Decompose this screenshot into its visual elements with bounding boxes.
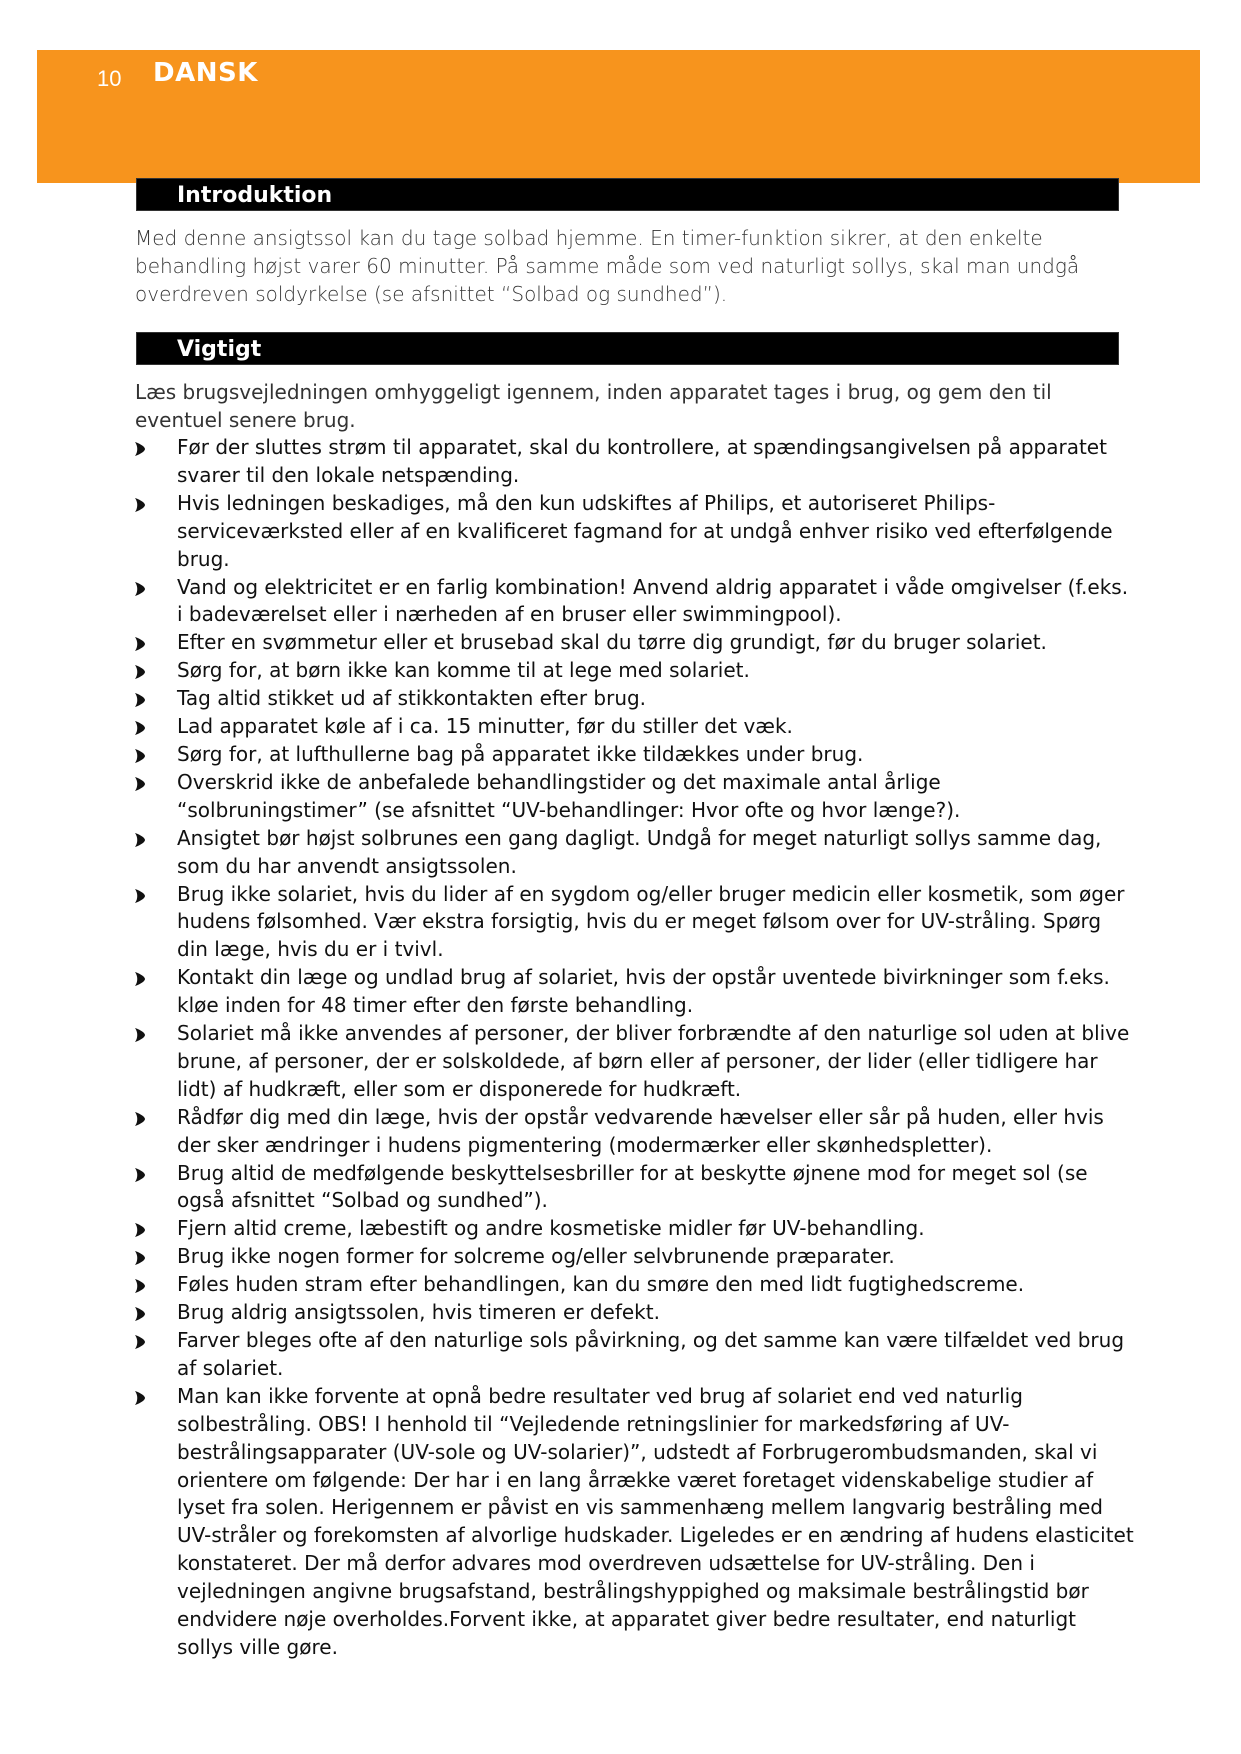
important-lead-paragraph: Læs brugsvejledningen omhyggeligt igennem, inden apparatet tages i brug, og gem den til eventuel senere brug.	[135, 380, 1052, 432]
bullet-text: Farver bleges ofte af den naturlige sols påvirkning, og det samme kan være tilfældet ved brug af solariet.	[177, 1328, 1125, 1380]
bullet-text: Ansigtet bør højst solbrunes een gang dagligt. Undgå for meget naturligt sollys samme dag, som du har anvendt ansigtssolen.	[177, 825, 1102, 878]
bullet-item	[135, 490, 1135, 574]
bullet-icon	[135, 1391, 145, 1405]
bullet-icon	[135, 498, 145, 512]
section-heading-introduktion: Introduktion	[136, 178, 1119, 211]
bullet-icon	[135, 1307, 145, 1321]
bullet-text: Brug aldrig ansigtssolen, hvis timeren er defekt.	[177, 1300, 660, 1325]
bullet-item	[135, 1160, 1135, 1216]
bullet-item	[135, 741, 1135, 769]
bullet-icon	[135, 582, 145, 596]
language-title: DANSK	[153, 58, 258, 88]
bullet-item	[135, 685, 1135, 713]
page-number: 10	[97, 66, 122, 91]
important-bullet-list	[135, 434, 1135, 1662]
bullet-text: Man kan ikke forvente at opnå bedre resultater ved brug af solariet end ved naturlig solbestråling. OBS! I henhold til “Vejledende retningslinier for markedsføring af UV-bestrålingsapparater (UV-sole og UV-solarier)”, udstedt af Forbrugerombudsmanden, skal vi orientere om følgende: Der har i en lang årrække været foretaget videnskabelige studier af lyset fra solen. Herigennem er påvist en vis sammenhæng mellem langvarig bestråling med UV-stråler og forekomsten af alvorlige hudskader. Ligeledes er en ændring af hudens elasticitet konstateret. Der må derfor advares mod overdreven udsættelse for UV-stråling. Den i vejledningen angivne brugsafstand, bestrålingshyppighed og maksimale bestrålingstid bør endvidere nøje overholdes.Forvent ikke, at apparatet giver bedre resultater, end naturligt sollys ville gøre.	[177, 1383, 1134, 1659]
bullet-icon	[135, 749, 145, 763]
bullet-item	[135, 964, 1135, 1020]
bullet-item	[135, 1299, 1135, 1327]
bullet-text: Kontakt din læge og undlad brug af solariet, hvis der opstår uventede bivirkninger som f.eks. kløe inden for 48 timer efter den første behandling.	[177, 965, 1110, 1018]
bullet-icon	[135, 442, 145, 456]
bullet-item	[135, 769, 1135, 825]
bullet-item	[135, 1327, 1135, 1383]
bullet-icon	[135, 889, 145, 903]
bullet-text: Lad apparatet køle af i ca. 15 minutter, før du stiller det væk.	[177, 714, 793, 739]
intro-paragraph: Med denne ansigtssol kan du tage solbad hjemme. En timer-funktion sikrer, at den enkelte behandling højst varer 60 minutter. På samme måde som ved naturligt sollys, skal man undgå overdreven soldyrkelse (se afsnittet “Solbad og sundhed”).	[135, 226, 1080, 306]
bullet-item	[135, 881, 1135, 965]
bullet-item	[135, 713, 1135, 741]
bullet-item	[135, 574, 1135, 630]
bullet-item	[135, 1020, 1135, 1104]
bullet-text: Sørg for, at børn ikke kan komme til at lege med solariet.	[177, 658, 750, 683]
bullet-text: Efter en svømmetur eller et brusebad skal du tørre dig grundigt, før du bruger solariet.	[177, 630, 1047, 655]
bullet-icon	[135, 972, 145, 986]
bullet-icon	[135, 1335, 145, 1349]
bullet-icon	[135, 665, 145, 679]
bullet-text: Brug ikke solariet, hvis du lider af en sygdom og/eller bruger medicin eller kosmetik, som øger hudens følsomhed. Vær ekstra forsigtig, hvis du er meget følsom over for UV-stråling. Spørg din læge, hvis du er i tvivl.	[177, 881, 1125, 962]
bullet-icon	[135, 693, 145, 707]
bullet-text: Brug ikke nogen former for solcreme og/eller selvbrunende præparater.	[177, 1244, 895, 1269]
bullet-icon	[135, 1168, 145, 1182]
bullet-text: Fjern altid creme, læbestift og andre kosmetiske midler før UV-behandling.	[177, 1216, 925, 1241]
bullet-icon	[135, 1251, 145, 1265]
bullet-item	[135, 434, 1135, 490]
bullet-text: Vand og elektricitet er en farlig kombination! Anvend aldrig apparatet i våde omgivelser (f.eks. i badeværelset eller i nærheden af en bruser eller swimmingpool).	[177, 574, 1129, 627]
bullet-icon	[135, 1223, 145, 1237]
bullet-text: Føles huden stram efter behandlingen, kan du smøre den med lidt fugtighedscreme.	[177, 1272, 1025, 1297]
bullet-item	[135, 1215, 1135, 1243]
bullet-item	[135, 825, 1135, 881]
bullet-text: Hvis ledningen beskadiges, må den kun udskiftes af Philips, et autoriseret Philips-serviceværksted eller af en kvalificeret fagmand for at undgå enhver risiko ved efterfølgende brug.	[177, 490, 1113, 571]
bullet-item	[135, 1104, 1135, 1160]
bullet-text: Solariet må ikke anvendes af personer, der bliver forbrændte af den naturlige sol uden at blive brune, af personer, der er solskoldede, af børn eller af personer, der lider (eller tidligere har lidt) af hudkræft, eller som er disponerede for hudkræft.	[177, 1021, 1130, 1101]
bullet-item	[135, 1271, 1135, 1299]
section-heading-vigtigt: Vigtigt	[136, 332, 1119, 365]
bullet-text: Før der sluttes strøm til apparatet, skal du kontrollere, at spændingsangivelsen på apparatet svarer til den lokale netspænding.	[177, 435, 1107, 487]
bullet-text: Rådfør dig med din læge, hvis der opstår vedvarende hævelser eller sår på huden, eller hvis der sker ændringer i hudens pigmentering (modermærker eller skønhedspletter).	[177, 1104, 1104, 1157]
bullet-item	[135, 1383, 1135, 1662]
bullet-icon	[135, 721, 145, 735]
bullet-icon	[135, 833, 145, 847]
bullet-text: Overskrid ikke de anbefalede behandlingstider og det maximale antal årlige “solbruningstimer” (se afsnittet “UV-behandlinger: Hvor ofte og hvor længe?).	[177, 769, 961, 822]
bullet-item	[135, 629, 1135, 657]
bullet-icon	[135, 637, 145, 651]
bullet-text: Sørg for, at lufthullerne bag på apparatet ikke tildækkes under brug.	[177, 741, 864, 766]
bullet-icon	[135, 1279, 145, 1293]
bullet-item	[135, 1243, 1135, 1271]
bullet-text: Brug altid de medfølgende beskyttelsesbriller for at beskytte øjnene mod for meget sol (se også afsnittet “Solbad og sundhed”).	[177, 1160, 1088, 1213]
bullet-icon	[135, 1112, 145, 1126]
bullet-text: Tag altid stikket ud af stikkontakten efter brug.	[177, 686, 647, 711]
bullet-icon	[135, 1028, 145, 1042]
bullet-item	[135, 657, 1135, 685]
bullet-icon	[135, 777, 145, 791]
